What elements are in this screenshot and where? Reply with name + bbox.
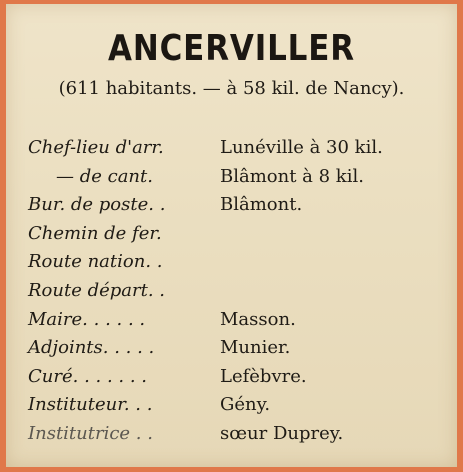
- row-label: Bur. de poste. .: [28, 194, 166, 216]
- row-maire: [28, 306, 448, 335]
- row-chef-lieu-cant: [28, 163, 448, 192]
- row-value: Blâmont.: [220, 194, 303, 216]
- row-value: Munier.: [220, 337, 291, 359]
- row-label: Instituteur. . .: [28, 394, 153, 416]
- row-adjoints: [28, 334, 448, 363]
- row-label: — de cant.: [56, 165, 153, 187]
- row-label: Chef-lieu d'arr.: [28, 137, 164, 158]
- row-label: Maire. . . . . .: [28, 308, 146, 330]
- row-label: Institutrice . .: [28, 422, 153, 444]
- row-label: Curé. . . . . . .: [28, 365, 148, 387]
- row-bureau-poste: [28, 191, 448, 220]
- row-cure: [28, 363, 448, 392]
- row-label: Route nation. .: [28, 251, 163, 273]
- row-label: Chemin de fer.: [28, 222, 162, 244]
- row-label: Route départ. .: [28, 279, 166, 301]
- row-value: Lunéville à 30 kil.: [220, 137, 383, 158]
- clipping-paper: [6, 4, 457, 467]
- row-value: Blâmont à 8 kil.: [220, 165, 364, 187]
- row-label: Adjoints. . . . .: [28, 337, 155, 359]
- page-title: ANCERVILLER: [108, 28, 355, 69]
- row-route-nation: [28, 248, 448, 277]
- row-value: Lefèbvre.: [220, 365, 307, 387]
- row-chemin-de-fer: [28, 220, 448, 249]
- row-institutrice: [28, 420, 448, 449]
- row-value: Masson.: [220, 308, 296, 330]
- row-route-depart: [28, 277, 448, 306]
- info-table: [28, 134, 448, 449]
- row-instituteur: [28, 391, 448, 420]
- page-subtitle: (611 habitants. — à 58 kil. de Nancy).: [58, 78, 405, 99]
- row-chef-lieu-arr: [28, 134, 448, 163]
- row-value: sœur Duprey.: [220, 422, 344, 444]
- row-value: Gény.: [220, 394, 271, 416]
